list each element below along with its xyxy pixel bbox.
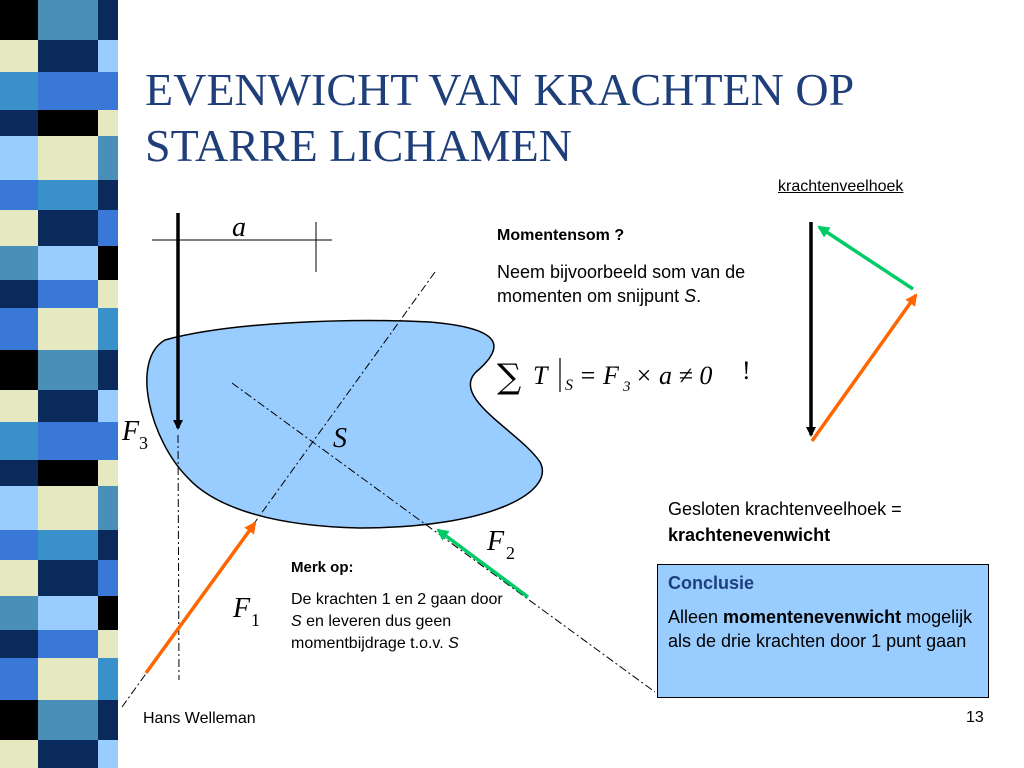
merk-op-heading: Merk op: <box>291 559 354 576</box>
svg-text:F: F <box>122 416 140 447</box>
label-f1 <box>232 593 260 630</box>
label-a: a <box>232 212 246 243</box>
gesloten-text: Gesloten krachtenveelhoek = krachtenevenwicht <box>668 499 902 545</box>
footer-author: Hans Welleman <box>143 710 256 727</box>
polygon-f1-arrow <box>812 295 916 441</box>
moment-formula <box>497 352 767 400</box>
svg-text:1: 1 <box>251 610 260 630</box>
momentensom-text: Neem bijvoorbeeld som van de momenten om snijpunt S. <box>497 262 746 306</box>
svg-text:S: S <box>565 377 573 394</box>
conclusie-heading: Conclusie <box>668 573 755 593</box>
polygon-f2-arrow <box>819 227 913 289</box>
conclusie-box <box>657 564 989 698</box>
formula-exclamation: ! <box>742 356 751 385</box>
svg-text:= F: = F <box>579 361 619 390</box>
title-line-2: STARRE LICHAMEN <box>145 120 572 171</box>
page-number: 13 <box>966 709 984 726</box>
label-s: S <box>333 423 347 454</box>
svg-text:F: F <box>487 526 505 557</box>
momentensom-block <box>497 224 767 308</box>
title-line-1: EVENWICHT VAN KRACHTEN OP <box>145 64 855 115</box>
svg-text:T: T <box>533 361 548 390</box>
krachtenveelhoek-link[interactable]: krachtenveelhoek <box>778 178 904 195</box>
label-f3 <box>121 416 148 453</box>
momentensom-heading: Momentensom ? <box>497 227 625 244</box>
svg-text:F: F <box>233 593 251 624</box>
moment-formula-graphic <box>497 352 767 400</box>
merk-op-text: De krachten 1 en 2 gaan door S en leveren dus geen momentbijdrage t.o.v. S <box>291 591 503 652</box>
svg-text:∑: ∑ <box>497 357 522 397</box>
conclusie-text: Alleen momentenevenwicht mogelijk als de drie krachten door 1 punt gaan <box>668 607 973 651</box>
line-of-action-f3 <box>178 435 179 680</box>
svg-text:3: 3 <box>623 379 631 395</box>
svg-text:× a ≠ 0: × a ≠ 0 <box>635 361 713 390</box>
merk-op-note <box>291 557 516 655</box>
svg-text:3: 3 <box>139 433 148 453</box>
svg-text:2: 2 <box>506 543 515 563</box>
